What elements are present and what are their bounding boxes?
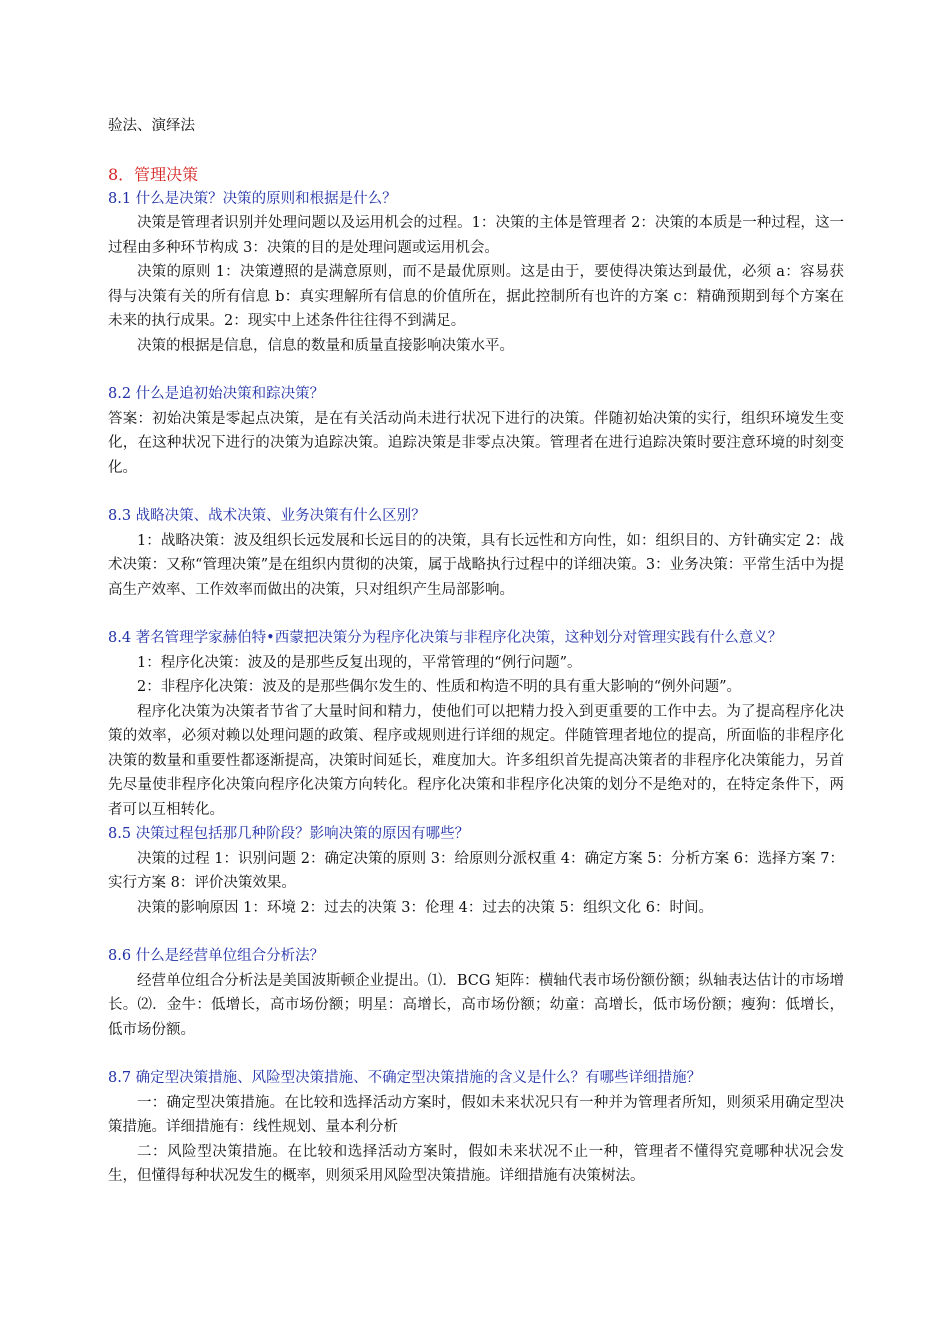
section-title-8-4: 8.4 著名管理学家赫伯特•西蒙把决策分为程序化决策与非程序化决策，这种划分对管理实践有什么意义？ (108, 630, 783, 646)
paragraph: 答案：初始决策是零起点决策，是在有关活动尚未进行状况下进行的决策。伴随初始决策的实行，组织环境发生变化，在这种状况下进行的决策为追踪决策。追踪决策是非零点决策。管理者在进行追踪决策时要注意环境的时刻变化。 (108, 410, 844, 476)
section-title-8-3: 8.3 战略决策、战术决策、业务决策有什么区别？ (108, 508, 426, 524)
chapter-title: 8．管理决策 (108, 164, 199, 184)
paragraph: 决策的原则 1：决策遵照的是满意原则，而不是最优原则。这是由于，要使得决策达到最优，必须 a：容易获得与决策有关的所有信息 b：真实理解所有信息的价值所在，据此控制所有也许的方案 c：精确预期到每个方案在未来的执行成果。2：现实中上述条件往往得不到满足。 (108, 264, 844, 329)
paragraph: 决策的根据是信息，信息的数量和质量直接影响决策水平。 (137, 337, 514, 354)
section-title-8-5: 8.5 决策过程包括那几种阶段？影响决策的原因有哪些？ (108, 826, 470, 842)
paragraph: 1：战略决策：波及组织长远发展和长远目的的决策，具有长远性和方向性，如：组织目的、方针确实定 2：战术决策：又称“管理决策”是在组织内贯彻的决策，属于战略执行过程中的详细决策。3：业务决策：平常生活中为提高生产效率、工作效率而做出的决策，只对组织产生局部影响。 (108, 532, 844, 598)
section-gap (108, 1042, 844, 1066)
intro-text: 验法、演绎法 (108, 118, 195, 134)
section-gap (108, 602, 844, 626)
paragraph: 决策的影响原因 1：环境 2：过去的决策 3：伦理 4：过去的决策 5：组织文化 6：时间。 (137, 899, 714, 916)
section-title-8-6: 8.6 什么是经营单位组合分析法？ (108, 948, 325, 964)
section-gap (108, 480, 844, 504)
section-gap (108, 358, 844, 382)
page-content (108, 114, 844, 1189)
section-title-8-2: 8.2 什么是追初始决策和踪决策？ (108, 386, 325, 402)
section-gap (108, 920, 844, 944)
paragraph: 2：非程序化决策：波及的是那些偶尔发生的、性质和构造不明的具有重大影响的“例外问题”。 (137, 679, 742, 695)
paragraph: 决策的过程 1：识别问题 2：确定决策的原则 3：给原则分派权重 4：确定方案 5：分析方案 6：选择方案 7：实行方案 8：评价决策效果。 (108, 850, 844, 891)
paragraph: 经营单位组合分析法是美国波斯顿企业提出。⑴．BCG 矩阵：横轴代表市场份额份额；纵轴表达估计的市场增长。⑵．金牛：低增长，高市场份额；明星：高增长，高市场份额；幼童：高增长，低市场份额；瘦狗：低增长，低市场份额。 (108, 972, 844, 1038)
paragraph: 程序化决策为决策者节省了大量时间和精力，使他们可以把精力投入到更重要的工作中去。为了提高程序化决策的效率，必须对赖以处理问题的政策、程序或规则进行详细的规定。伴随管理者地位的提高，所面临的非程序化决策的数量和重要性都逐渐提高，决策时间延长，难度加大。许多组织首先提高决策者的非程序化决策能力，另首先尽量使非程序化决策向程序化决策方向转化。程序化决策和非程序化决策的划分不是绝对的，在特定条件下，两者可以互相转化。 (108, 703, 844, 818)
paragraph: 决策是管理者识别并处理问题以及运用机会的过程。1：决策的主体是管理者 2：决策的本质是一种过程，这一过程由多种环节构成 3：决策的目的是处理问题或运用机会。 (108, 215, 844, 256)
paragraph: 一：确定型决策措施。在比较和选择活动方案时，假如未来状况只有一种并为管理者所知，则须采用确定型决策措施。详细措施有：线性规划、量本利分析 (108, 1094, 844, 1135)
paragraph: 二：风险型决策措施。在比较和选择活动方案时，假如未来状况不止一种，管理者不懂得究竟哪种状况会发生，但懂得每种状况发生的概率，则须采用风险型决策措施。详细措施有决策树法。 (108, 1143, 844, 1184)
paragraph: 1：程序化决策：波及的是那些反复出现的，平常管理的“例行问题”。 (137, 654, 582, 671)
section-title-8-1: 8.1 什么是决策？决策的原则和根据是什么？ (108, 190, 397, 207)
section-title-8-7: 8.7 确定型决策措施、风险型决策措施、不确定型决策措施的含义是什么？有哪些详细措施？ (108, 1070, 702, 1086)
